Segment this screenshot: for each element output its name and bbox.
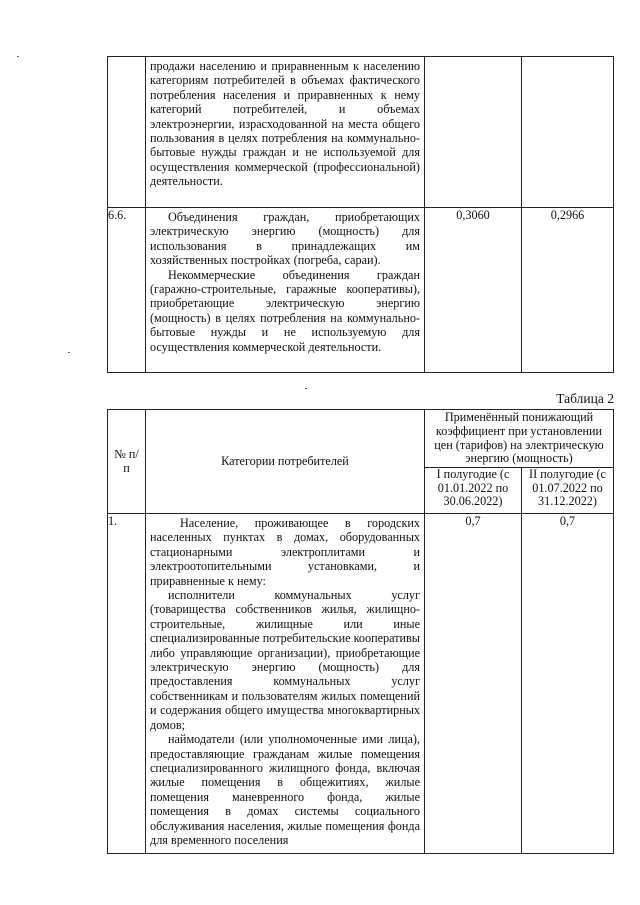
category-text: Некоммерческие объединения граждан (гаражно-строительные, гаражные кооперативы), приобретающие электрическую энергию (мощность) в целях потребления на коммунально-бытовые нужды и не используемую для осуществления коммерческой деятельности. <box>150 267 420 354</box>
table-row <box>108 208 614 373</box>
header-num: № п/п <box>108 410 146 514</box>
row-number: 6.6. <box>108 208 146 373</box>
table-caption: Таблица 2 <box>556 391 614 406</box>
scan-speck <box>68 352 70 353</box>
value-half2: 0,2966 <box>522 208 614 373</box>
table-continued <box>107 56 614 373</box>
value-half1: 0,3060 <box>425 208 522 373</box>
scan-speck <box>17 56 19 57</box>
category-cell <box>146 57 425 208</box>
row-number: 1. <box>108 514 146 854</box>
header-half1: I полугодие (с 01.01.2022 по 30.06.2022) <box>425 468 522 514</box>
value-half2 <box>522 57 614 208</box>
category-cell <box>146 514 425 854</box>
category-text: исполнители коммунальных услуг (товарищества собственников жилья, жилищно-строительные, жилищные или иные специализированные потребительские кооперативы либо управляющие организации), приобретающие электрическую энергию (мощность) для предоставления коммунальных услуг собственникам и пользователям жилых помещений и содержания общего имущества многоквартирных домов; <box>150 588 420 732</box>
value-half1 <box>425 57 522 208</box>
category-text: Объединения граждан, приобретающих электрическую энергию (мощность) для использования в принадлежащих им хозяйственных постройках (погреба, сараи). <box>150 210 420 268</box>
scan-speck <box>305 388 307 389</box>
category-cell <box>146 208 425 373</box>
header-coefficient: Применённый понижающий коэффициент при установлении цен (тарифов) на электрическую энергию (мощность) <box>425 410 614 468</box>
table-row <box>108 57 614 208</box>
category-text: Население, проживающее в городских населенных пунктах в домах, оборудованных стационарными электроплитами и электроотопительными установками, и приравненные к нему: <box>150 516 420 588</box>
category-text: наймодатели (или уполномоченные ими лица), предоставляющие гражданам жилые помещения специализированного жилищного фонда, включая жилые помещения в общежитиях, жилые помещения маневренного фонда, жилые помещения в домах системы социального обслуживания населения, жилые помещения фонда для временного поселения <box>150 732 420 847</box>
value-half1: 0,7 <box>425 514 522 854</box>
header-category: Категории потребителей <box>146 410 425 514</box>
table-header-row <box>108 410 614 468</box>
table-2 <box>107 409 614 854</box>
value-half2: 0,7 <box>522 514 614 854</box>
row-number <box>108 57 146 208</box>
header-half2: II полугодие (с 01.07.2022 по 31.12.2022) <box>522 468 614 514</box>
category-text: продажи населению и приравненным к населению категориям потребителей в объемах фактического потребления населения и приравненных к нему категорий потребителей, и объемах электроэнергии, израсходованной на места общего пользования в целях потребления на коммунально-бытовые нужды граждан и не используемой для осуществления коммерческой (профессиональной) деятельности. <box>150 59 420 189</box>
table-row <box>108 514 614 854</box>
